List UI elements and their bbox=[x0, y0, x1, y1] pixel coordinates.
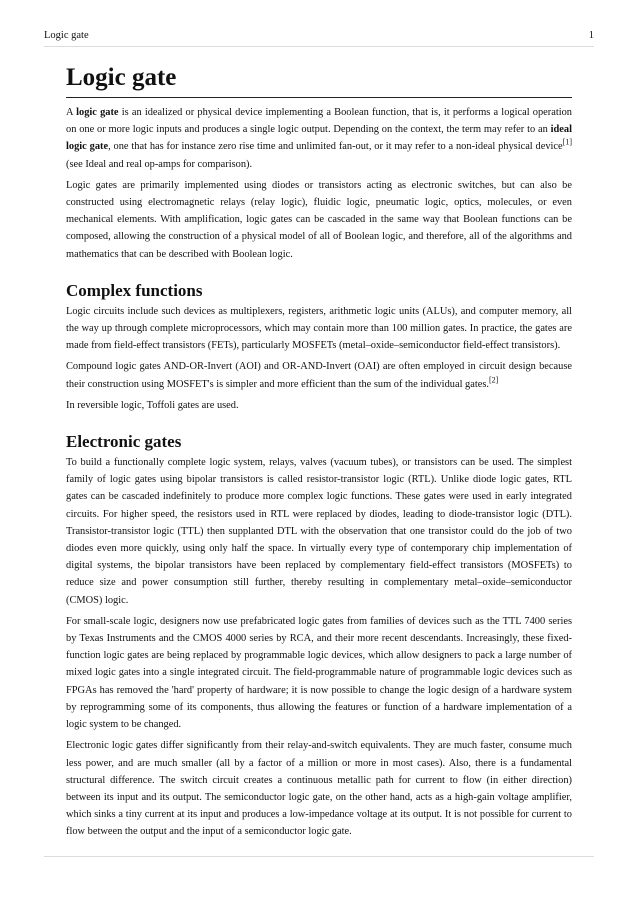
reference-2[interactable]: [2] bbox=[489, 375, 499, 385]
page-number: 1 bbox=[588, 30, 594, 41]
intro-text-1: A bbox=[66, 107, 77, 118]
article-title: Logic gate bbox=[66, 62, 572, 98]
electronic-paragraph-2: For small-scale logic, designers now use prefabricated logic gates from families of devices such as the TTL 7400 series by Texas Instruments and the CMOS 4000 series by RCA, and their more recent descendants. Increasingly, these fixed-function logic gates are being replaced by programmable logic devices, which allow designers to pack a large number of mixed logic gates into a single integrated circuit. The field-programmable nature of programmable logic devices such as FPGAs has removed the 'hard' property of hardware; it is now possible to change the logic design of a hardware system by reprogramming some of its components, thus allowing the features or function of a hardware implementation of a logic system to be changed. bbox=[66, 615, 572, 731]
intro-text-2: is an idealized or physical device implementing a Boolean function, that is, it performs a logical operation on one or more logic inputs and produces a single logic output. Depending on the context, the term may refer to an bbox=[66, 107, 573, 136]
intro-text-4: (see Ideal and real op-amps for comparison). bbox=[66, 158, 253, 170]
complex-paragraph-2-text: Compound logic gates AND-OR-Invert (AOI) and OR-AND-Invert (OAI) are often employed in circuit design because their construction using MOSFET's is simpler and more efficient than the sum of the individual gates. bbox=[66, 361, 572, 390]
intro-paragraph-1 bbox=[66, 104, 572, 173]
running-title: Logic gate bbox=[44, 30, 89, 41]
article-body bbox=[66, 62, 572, 841]
complex-paragraph-1: Logic circuits include such devices as multiplexers, registers, arithmetic logic units (ALUs), and computer memory, all the way up through complete microprocessors, which may contain more than 100 million gates. In practice, the gates are made from field-effect transistors (FETs), particularly MOSFETs (metal–oxide–semiconductor field-effect transistors). bbox=[66, 305, 572, 352]
intro-text-3: , one that has for instance zero rise time and unlimited fan-out, or it may refer to a non-ideal physical device bbox=[108, 141, 563, 153]
complex-paragraph-3: In reversible logic, Toffoli gates are used. bbox=[66, 399, 239, 411]
electronic-paragraph-3: Electronic logic gates differ significantly from their relay-and-switch equivalents. They are much faster, consume much less power, and are much smaller (all by a factor of a million or more in most cases). Also, there is a fundamental structural difference. The switch circuit creates a continuous metallic path for current to flow (in either direction) between its input and its output. The semiconductor logic gate, on the other hand, acts as a high-gain voltage amplifier, which sinks a tiny current at its input and produces a low-impedance voltage at its output. It is not possible for current to flow between the output and the input of a semiconductor logic gate. bbox=[66, 740, 572, 838]
bold-term-ideal-logic-gate: ideal logic gate bbox=[66, 124, 572, 153]
section-heading-electronic-gates: Electronic gates bbox=[66, 432, 182, 452]
intro-paragraph-2: Logic gates are primarily implemented using diodes or transistors acting as electronic switches, but can also be constructed using electromagnetic relays (relay logic), fluidic logic, pneumatic logic, optics, molecules, or even mechanical elements. With amplification, logic gates can be cascaded in the same way that Boolean functions can be composed, allowing the construction of a physical model of all of Boolean logic, and therefore, all of the algorithms and mathematics that can be described with Boolean logic. bbox=[66, 179, 572, 260]
page-header bbox=[44, 30, 594, 47]
bold-term-logic-gate: logic gate bbox=[76, 107, 119, 118]
section-heading-complex-functions: Complex functions bbox=[66, 280, 203, 300]
reference-1[interactable]: [1] bbox=[562, 137, 572, 147]
electronic-paragraph-1: To build a functionally complete logic system, relays, valves (vacuum tubes), or transistors can be used. The simplest family of logic gates using bipolar transistors is called resistor-transistor logic (RTL). Unlike diode logic gates, RTL gates can be cascaded indefinitely to produce more complex logic functions. These gates were used in early integrated circuits. For higher speed, the resistors used in RTL were replaced by diodes, leading to diode-transistor logic (DTL). Transistor-transistor logic (TTL) then supplanted DTL with the observation that one transistor could do the job of two diodes even more quickly, using only half the space. In virtually every type of contemporary chip implementation of digital systems, the bipolar transistors have been replaced by complementary field-effect transistors (MOSFETs) to reduce size and power consumption still further, thereby resulting in complementary metal–oxide–semiconductor (CMOS) logic. bbox=[66, 457, 572, 606]
page-footer-rule bbox=[44, 856, 594, 857]
complex-paragraph-2 bbox=[66, 358, 572, 392]
